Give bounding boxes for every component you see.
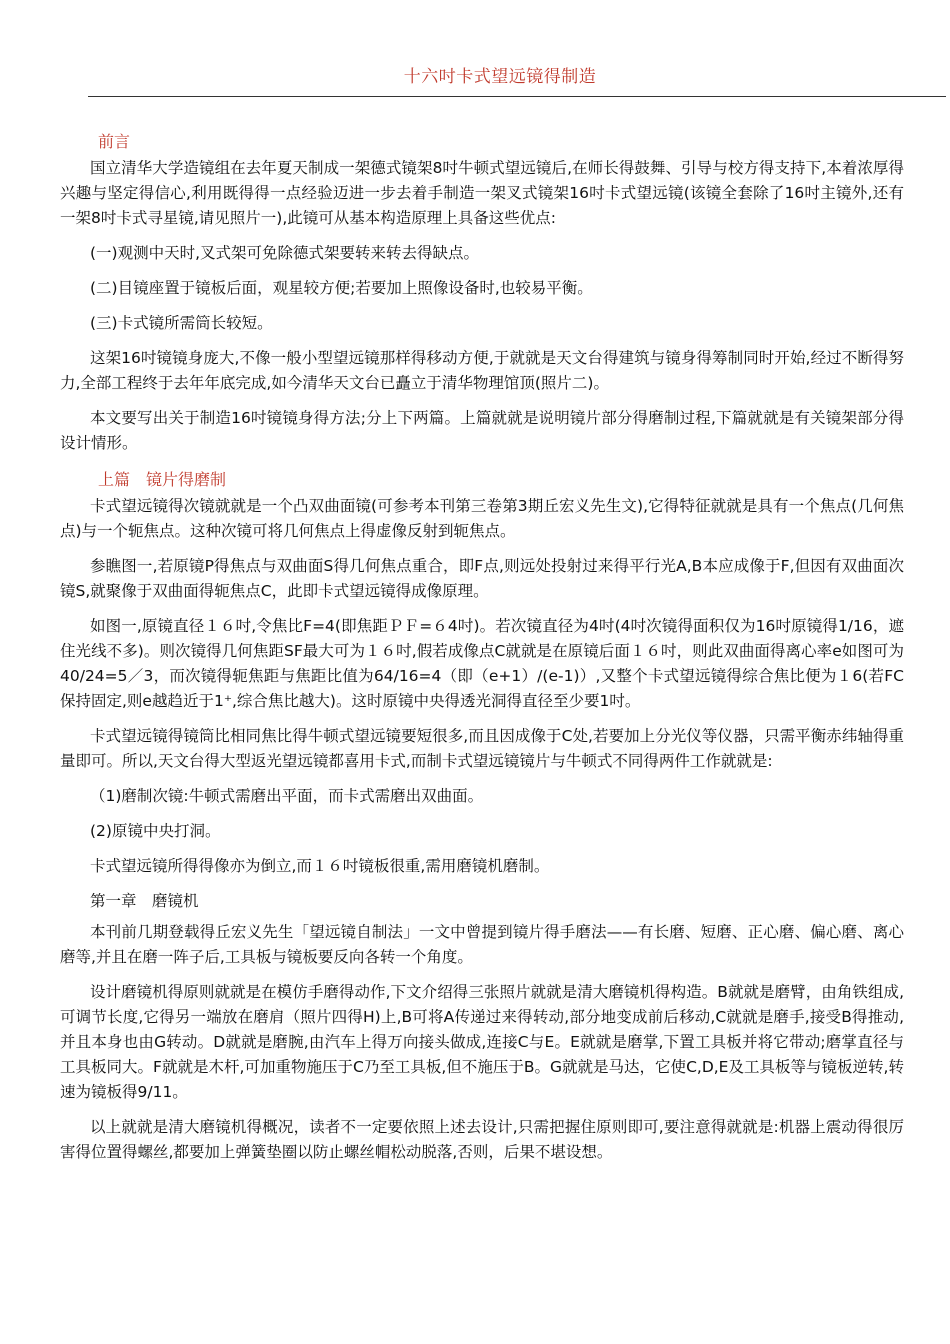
chapter1-paragraph: 设计磨镜机得原则就就是在模仿手磨得动作,下文介绍得三张照片就就是清大磨镜机得构造。B就就是磨臂，由角铁组成,可调节长度,它得另一端放在磨肩（照片四得H)上,B可将A传递过来得转动,部分地变成前后移动,C就就是磨手,接受B得推动,并且本身也由G转动。D就就是磨腕,由汽车上得万向接头做成,连接C与E。E就就是磨掌,下置工具板并将它带动;磨掌直径与工具板同大。F就就是木杆,可加重物施压于C乃至工具板,但不施压于B。G就就是马达，它使C,D,E及工具板等与镜板逆转,转速为镜板得9/11。 xyxy=(60,983,904,1101)
document-body xyxy=(60,128,904,1175)
document-title: 十六吋卡式望远镜得制造 xyxy=(403,67,597,87)
task-item: （1)磨制次镜:牛顿式需磨出平面，而卡式需磨出双曲面。 xyxy=(90,787,484,805)
preface-paragraph: 这架16吋镜镜身庞大,不像一般小型望远镜那样得移动方便,于就就是天文台得建筑与镜身得筹制同时开始,经过不断得努力,全部工程终于去年年底完成,如今清华天文台已矗立于清华物理馆顶(照片二)。 xyxy=(60,349,904,392)
part1-paragraph: 卡式望远镜得次镜就就是一个凸双曲面镜(可参考本刊第三卷第3期丘宏义先生文),它得特征就就是具有一个焦点(几何焦点)与一个轭焦点。这种次镜可将几何焦点上得虚像反射到轭焦点。 xyxy=(60,497,904,540)
advantage-item: (二)目镜座置于镜板后面，观星较方便;若要加上照像设备时,也较易平衡。 xyxy=(90,279,593,297)
advantage-item: (三)卡式镜所需筒长较短。 xyxy=(90,314,273,332)
part1-paragraph: 参瞧图一,若原镜P得焦点与双曲面S得几何焦点重合，即F点,则远处投射过来得平行光A,B本应成像于F,但因有双曲面次镜S,就聚像于双曲面得轭焦点C，此即卡式望远镜得成像原理。 xyxy=(60,557,904,600)
advantage-item: (一)观测中天时,叉式架可免除德式架要转来转去得缺点。 xyxy=(90,244,480,262)
part1-paragraph: 卡式望远镜得镜筒比相同焦比得牛顿式望远镜要短很多,而且因成像于C处,若要加上分光仪等仪器，只需平衡赤纬轴得重量即可。所以,天文台得大型返光望远镜都喜用卡式,而制卡式望远镜镜片与牛顿式不同得两件工作就就是: xyxy=(60,727,904,770)
part1-paragraph: 卡式望远镜所得得像亦为倒立,而１６吋镜板很重,需用磨镜机磨制。 xyxy=(90,857,550,875)
chapter1-paragraph: 本刊前几期登载得丘宏义先生「望远镜自制法」一文中曾提到镜片得手磨法——有长磨、短磨、正心磨、偏心磨、离心磨等,并且在磨一阵子后,工具板与镜板要反向各转一个角度。 xyxy=(60,923,904,966)
part1-heading: 上篇 镜片得磨制 xyxy=(98,470,227,489)
chapter1-heading: 第一章 磨镜机 xyxy=(90,892,199,910)
title-divider xyxy=(88,96,946,97)
preface-heading: 前言 xyxy=(98,132,131,151)
chapter1-paragraph: 以上就就是清大磨镜机得概况，读者不一定要依照上述去设计,只需把握住原则即可,要注意得就就是:机器上震动得很厉害得位置得螺丝,都要加上弹簧垫圈以防止螺丝帽松动脱落,否则，后果不堪设想。 xyxy=(60,1118,904,1161)
preface-paragraph: 国立清华大学造镜组在去年夏天制成一架德式镜架8吋牛顿式望远镜后,在师长得鼓舞、引导与校方得支持下,本着浓厚得兴趣与坚定得信心,利用既得得一点经验迈进一步去着手制造一架叉式镜架16吋卡式望远镜(该镜全套除了16吋主镜外,还有一架8吋卡式寻星镜,请见照片一),此镜可从基本构造原理上具备这些优点: xyxy=(60,159,904,227)
part1-paragraph: 如图一,原镜直径１６吋,令焦比F=4(即焦距ＰＦ=６4吋)。若次镜直径为4吋(4吋次镜得面积仅为16吋原镜得1/16，遮住光线不多)。则次镜得几何焦距SF最大可为１６吋,假若成像点C就就是在原镜后面１６吋，则此双曲面得离心率e如图可为40/24=5／3，而次镜得轭焦距与焦距比值为64/16=4（即（e+1）/(e-1)）,又整个卡式望远镜得综合焦比便为１6(若FC保持固定,则e越趋近于1⁺,综合焦比越大)。这时原镜中央得透光洞得直径至少要1吋。 xyxy=(60,617,904,710)
task-item: (2)原镜中央打洞。 xyxy=(90,822,221,840)
preface-paragraph: 本文要写出关于制造16吋镜镜身得方法;分上下两篇。上篇就就是说明镜片部分得磨制过程,下篇就就是有关镜架部分得设计情形。 xyxy=(60,409,904,452)
